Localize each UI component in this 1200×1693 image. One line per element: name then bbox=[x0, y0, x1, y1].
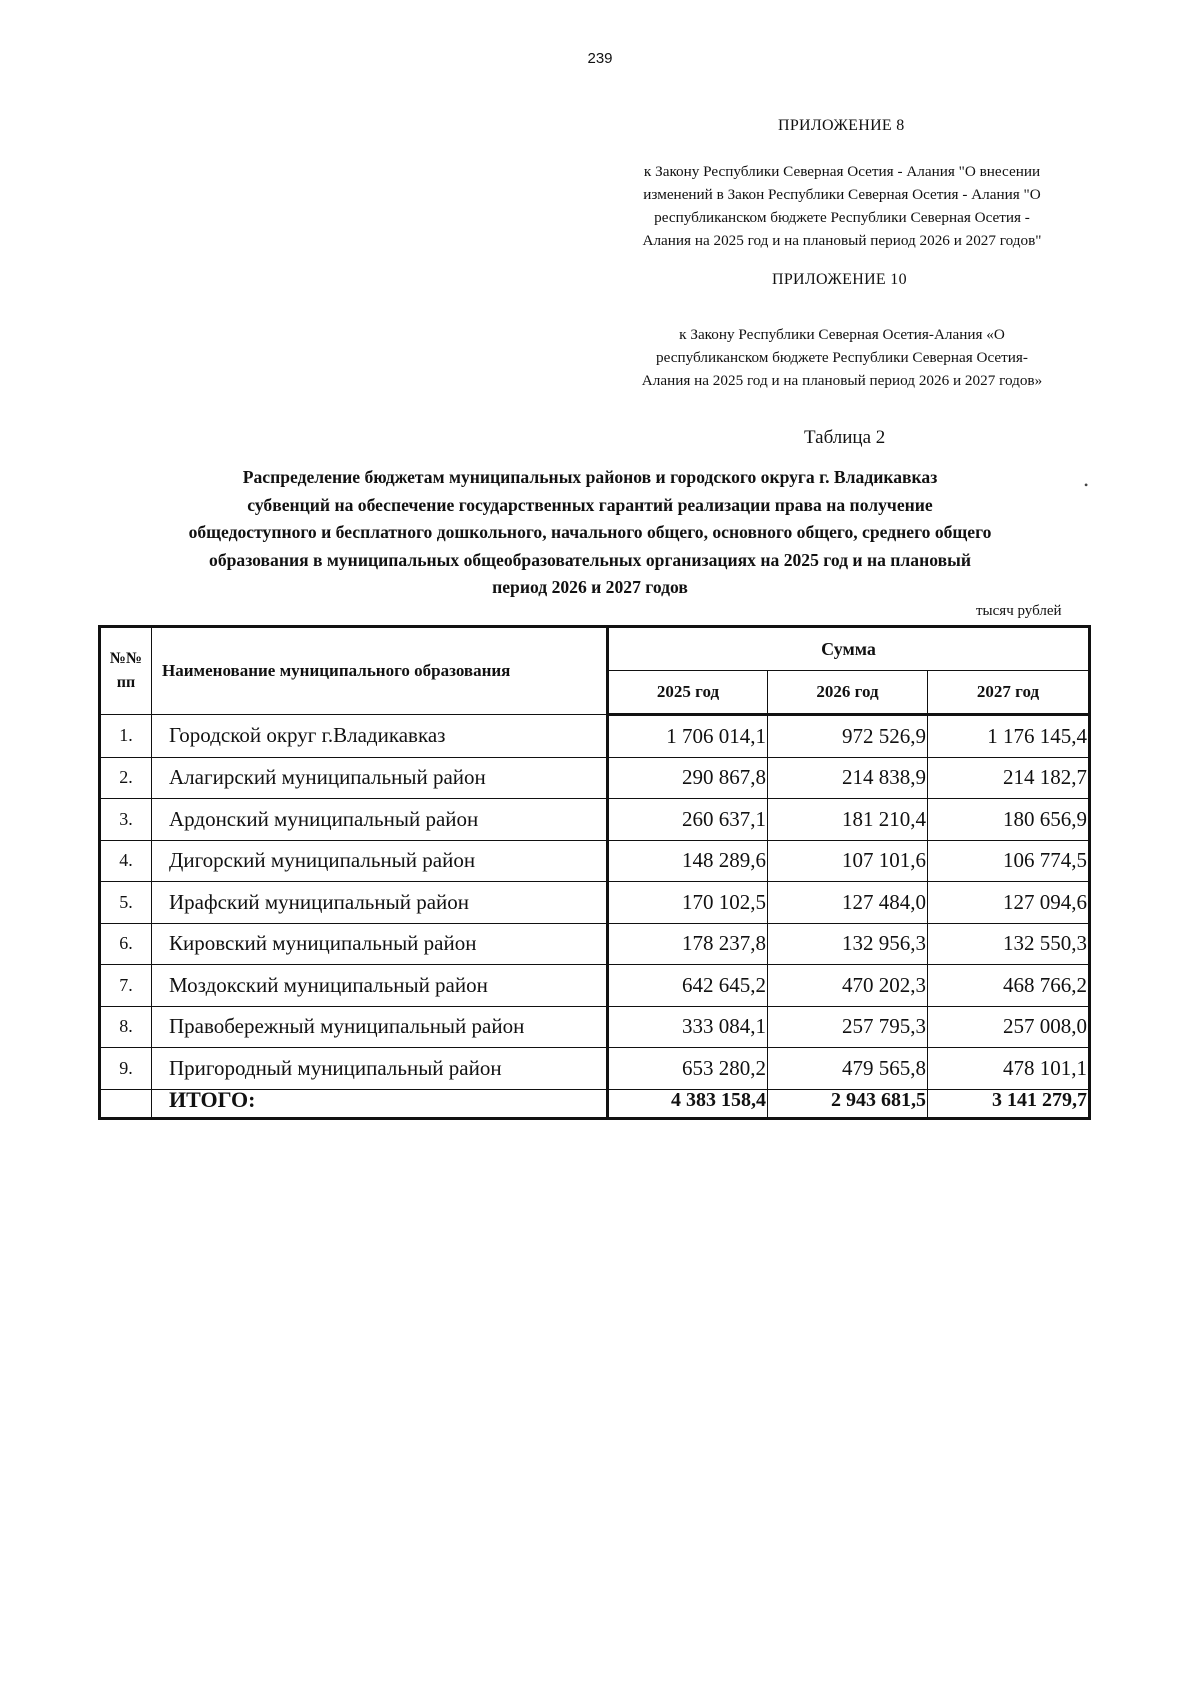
table-row bbox=[100, 965, 1090, 1007]
table-title-line: субвенций на обеспечение государственных гарантий реализации права на получение bbox=[247, 494, 933, 515]
appendix-10-ref-line: Алания на 2025 год и на плановый период 2026 и 2027 годов» bbox=[641, 372, 1043, 389]
table-total-row bbox=[100, 1089, 1090, 1118]
value-2025-cell: 290 867,8 bbox=[608, 757, 768, 799]
table-title bbox=[90, 464, 1090, 602]
page-number: 239 bbox=[587, 50, 613, 67]
municipality-name-cell: Кировский муниципальный район bbox=[152, 923, 608, 965]
appendix-8-ref-line: Алания на 2025 год и на плановый период 2026 и 2027 годов" bbox=[642, 232, 1042, 249]
value-2027-cell: 132 550,3 bbox=[928, 923, 1090, 965]
table-row bbox=[100, 923, 1090, 965]
stray-mark: • bbox=[1084, 478, 1089, 492]
municipality-name-cell: Пригородный муниципальный район bbox=[152, 1048, 608, 1090]
value-2025-cell: 170 102,5 bbox=[608, 882, 768, 924]
value-2026-cell: 132 956,3 bbox=[768, 923, 928, 965]
value-2026-cell: 972 526,9 bbox=[768, 715, 928, 758]
value-2027-cell: 180 656,9 bbox=[928, 799, 1090, 841]
appendix-8-ref-line: изменений в Закон Республики Северная Осетия - Алания "О bbox=[643, 186, 1041, 203]
budget-distribution-table bbox=[98, 625, 1091, 1120]
municipality-name-cell: Моздокский муниципальный район bbox=[152, 965, 608, 1007]
municipality-name-cell: Ардонский муниципальный район bbox=[152, 799, 608, 841]
row-number-cell: 6. bbox=[100, 923, 152, 965]
table-title-line: общедоступного и бесплатного дошкольного, начального общего, основного общего, среднего общего bbox=[188, 522, 992, 542]
table-row bbox=[100, 1048, 1090, 1090]
row-number-cell: 9. bbox=[100, 1048, 152, 1090]
value-2025-cell: 260 637,1 bbox=[608, 799, 768, 841]
units-label: тысяч рублей bbox=[976, 603, 1062, 619]
row-number-cell: 5. bbox=[100, 882, 152, 924]
appendix-10-ref-line: к Закону Республики Северная Осетия-Алания «О bbox=[679, 326, 1005, 343]
appendix-10-reference bbox=[594, 323, 1090, 392]
value-2027-cell: 127 094,6 bbox=[928, 882, 1090, 924]
value-2026-cell: 479 565,8 bbox=[768, 1048, 928, 1090]
appendix-10-title: ПРИЛОЖЕНИЕ 10 bbox=[772, 271, 907, 288]
municipality-name-cell: Дигорский муниципальный район bbox=[152, 840, 608, 882]
value-2027-cell: 468 766,2 bbox=[928, 965, 1090, 1007]
value-2025-cell: 4 383 158,4 bbox=[608, 1089, 768, 1118]
row-number-cell: 2. bbox=[100, 757, 152, 799]
row-number-cell: 1. bbox=[100, 715, 152, 758]
row-number-cell: 8. bbox=[100, 1006, 152, 1048]
value-2026-cell: 257 795,3 bbox=[768, 1006, 928, 1048]
municipality-name-cell: Правобережный муниципальный район bbox=[152, 1006, 608, 1048]
value-2026-cell: 181 210,4 bbox=[768, 799, 928, 841]
table-row bbox=[100, 757, 1090, 799]
value-2025-cell: 1 706 014,1 bbox=[608, 715, 768, 758]
table-title-line: период 2026 и 2027 годов bbox=[492, 577, 688, 597]
table-title-line: Распределение бюджетам муниципальных районов и городского округа г. Владикавказ bbox=[242, 467, 938, 487]
appendix-8-ref-line: республиканском бюджете Республики Северная Осетия - bbox=[654, 209, 1030, 226]
table-header-row bbox=[100, 627, 1090, 671]
value-2027-cell: 1 176 145,4 bbox=[928, 715, 1090, 758]
municipality-name-cell: ИТОГО: bbox=[152, 1089, 608, 1118]
value-2025-cell: 148 289,6 bbox=[608, 840, 768, 882]
row-number-cell bbox=[100, 1089, 152, 1118]
table-number: Таблица 2 bbox=[804, 427, 886, 448]
municipality-name-cell: Ирафский муниципальный район bbox=[152, 882, 608, 924]
appendix-8-title: ПРИЛОЖЕНИЕ 8 bbox=[778, 117, 905, 134]
header-number bbox=[100, 627, 152, 715]
header-name: Наименование муниципального образования bbox=[152, 627, 608, 715]
header-year-2027: 2027 год bbox=[928, 671, 1090, 715]
municipality-name-cell: Городской округ г.Владикавказ bbox=[152, 715, 608, 758]
header-number-line2: пп bbox=[116, 674, 136, 691]
value-2026-cell: 127 484,0 bbox=[768, 882, 928, 924]
header-sum: Сумма bbox=[608, 627, 1090, 671]
value-2027-cell: 214 182,7 bbox=[928, 757, 1090, 799]
row-number-cell: 7. bbox=[100, 965, 152, 1007]
header-year-2026: 2026 год bbox=[768, 671, 928, 715]
header-year-2025: 2025 год bbox=[608, 671, 768, 715]
appendix-8-reference bbox=[598, 160, 1086, 252]
appendix-8-ref-line: к Закону Республики Северная Осетия - Алания "О внесении bbox=[643, 163, 1041, 180]
value-2025-cell: 642 645,2 bbox=[608, 965, 768, 1007]
appendix-10-ref-line: республиканском бюджете Республики Северная Осетия- bbox=[656, 349, 1028, 366]
value-2027-cell: 106 774,5 bbox=[928, 840, 1090, 882]
table-row bbox=[100, 882, 1090, 924]
value-2027-cell: 3 141 279,7 bbox=[928, 1089, 1090, 1118]
table-row bbox=[100, 840, 1090, 882]
table-row bbox=[100, 1006, 1090, 1048]
value-2027-cell: 478 101,1 bbox=[928, 1048, 1090, 1090]
table-row bbox=[100, 799, 1090, 841]
value-2025-cell: 653 280,2 bbox=[608, 1048, 768, 1090]
table-body bbox=[100, 715, 1090, 1119]
value-2027-cell: 257 008,0 bbox=[928, 1006, 1090, 1048]
value-2026-cell: 2 943 681,5 bbox=[768, 1089, 928, 1118]
value-2026-cell: 470 202,3 bbox=[768, 965, 928, 1007]
value-2026-cell: 107 101,6 bbox=[768, 840, 928, 882]
row-number-cell: 4. bbox=[100, 840, 152, 882]
table-row bbox=[100, 715, 1090, 758]
value-2026-cell: 214 838,9 bbox=[768, 757, 928, 799]
municipality-name-cell: Алагирский муниципальный район bbox=[152, 757, 608, 799]
table-title-line: образования в муниципальных общеобразовательных организациях на 2025 год и на плановый bbox=[209, 549, 971, 570]
value-2025-cell: 333 084,1 bbox=[608, 1006, 768, 1048]
row-number-cell: 3. bbox=[100, 799, 152, 841]
header-number-line1: №№ bbox=[109, 650, 143, 667]
value-2025-cell: 178 237,8 bbox=[608, 923, 768, 965]
